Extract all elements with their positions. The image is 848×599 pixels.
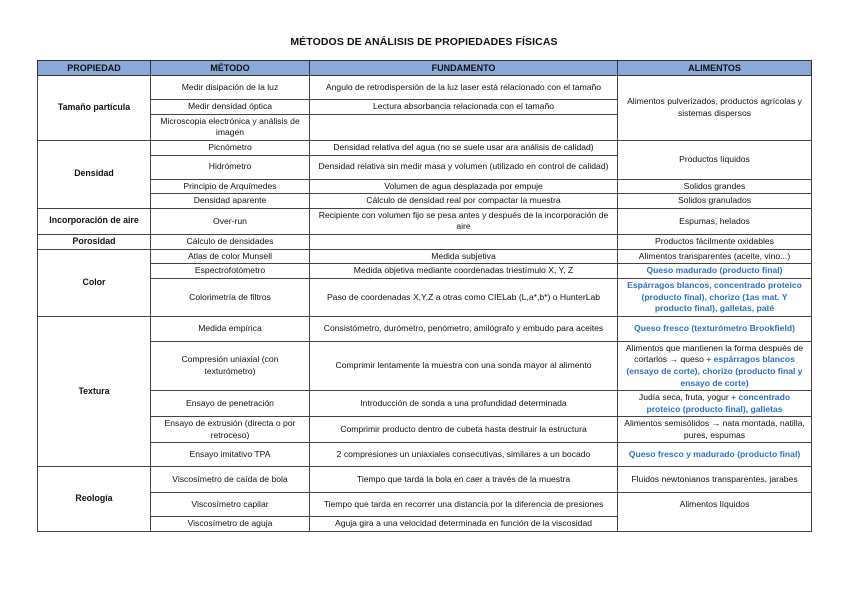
table-row — [38, 391, 812, 417]
table-row — [38, 278, 812, 316]
header-propiedad: PROPIEDAD — [38, 61, 151, 76]
table-row — [38, 443, 812, 467]
alimentos-cell: Alimentos semisólidos → nata montada, natilla, pures, espumas — [618, 417, 812, 443]
method-cell: Microscopia electrónica y análisis de imagen — [151, 114, 310, 140]
table-row — [38, 140, 812, 155]
method-cell: Medir disipación de la luz — [151, 76, 310, 100]
method-cell: Hidrómetro — [151, 155, 310, 179]
method-cell: Ensayo de extrusión (directa o por retroceso) — [151, 417, 310, 443]
fundamento-cell: Paso de coordenadas X,Y,Z a otras como CIELab (L,a*,b*) o HunterLab — [310, 278, 618, 316]
property-cell: Tamaño partícula — [38, 76, 151, 141]
fundamento-cell: Angulo de retrodispersión de la luz laser está relacionado con el tamaño — [310, 76, 618, 100]
alimentos-cell: Productos líquidos — [618, 140, 812, 179]
method-cell: Over-run — [151, 208, 310, 234]
property-cell: Densidad — [38, 140, 151, 208]
alimentos-cell: Alimentos líquidos — [618, 493, 812, 532]
page-title: MÉTODOS DE ANÁLISIS DE PROPIEDADES FÍSICAS — [290, 36, 558, 48]
property-cell: Color — [38, 249, 151, 316]
property-cell: Porosidad — [38, 234, 151, 249]
table-row — [38, 493, 812, 517]
table-row — [38, 179, 812, 194]
table-row — [38, 194, 812, 209]
fundamento-cell: Tiempo que tarda en recorrer una distancia por la diferencia de presiones — [310, 493, 618, 517]
method-cell: Ensayo imitativo TPA — [151, 443, 310, 467]
alimentos-cell: Queso fresco y madurado (producto final) — [618, 443, 812, 467]
fundamento-cell: Tiempo que tarda la bola en caer a través de la muestra — [310, 467, 618, 493]
header-metodo: MÉTODO — [151, 61, 310, 76]
table-row — [38, 249, 812, 264]
method-cell: Viscosímetro de aguja — [151, 517, 310, 532]
alimentos-text: Judía seca, fruta, yogur — [638, 392, 729, 403]
method-cell: Espectrofotómetro — [151, 264, 310, 279]
property-cell: Textura — [38, 316, 151, 467]
method-cell: Colorimetría de filtros — [151, 278, 310, 316]
fundamento-cell: Medida objetiva mediante coordenadas triestímulo X, Y, Z — [310, 264, 618, 279]
fundamento-cell: Densidad relativa del agua (no se suele usar ara análisis de calidad) — [310, 140, 618, 155]
table-row — [38, 467, 812, 493]
fundamento-cell: Lectura absorbancia relacionada con el tamaño — [310, 100, 618, 115]
table-row — [38, 417, 812, 443]
property-cell: Reología — [38, 467, 151, 532]
table-row — [38, 208, 812, 234]
fundamento-cell: Volumen de agua desplazada por empuje — [310, 179, 618, 194]
alimentos-cell: Productos fácilmente oxidables — [618, 234, 812, 249]
table-row — [38, 76, 812, 100]
method-cell: Densidad aparente — [151, 194, 310, 209]
fundamento-cell: Consistómetro, durómetro, penómetro, amilógrafo y embudo para aceites — [310, 316, 618, 341]
alimentos-cell: Fluidos newtonianos transparentes, jarabes — [618, 467, 812, 493]
method-cell: Atlas de color Munsell — [151, 249, 310, 264]
fundamento-cell: Introducción de sonda a una profundidad determinada — [310, 391, 618, 417]
method-cell: Compresión uniaxial (con texturómetro) — [151, 341, 310, 390]
alimentos-cell: Queso madurado (producto final) — [618, 264, 812, 279]
fundamento-cell: Comprimir producto dentro de cubeta hasta destruir la estructura — [310, 417, 618, 443]
method-cell: Principio de Arquímedes — [151, 179, 310, 194]
header-fundamento: FUNDAMENTO — [310, 61, 618, 76]
fundamento-cell: 2 compresiones un uniaxiales consecutivas, similares a un bocado — [310, 443, 618, 467]
alimentos-highlight: + espárragos blancos (ensayo de corte), chorizo (producto final y ensayo de corte) — [626, 354, 803, 388]
alimentos-text: Alimentos que mantienen la forma después de cortarlos → queso — [625, 342, 804, 365]
alimentos-cell: Espárragos blancos, concentrado proteico (producto final), chorizo (1as mat. Y producto final), galletas, paté — [618, 278, 812, 316]
alimentos-cell — [618, 391, 812, 417]
table-row — [38, 316, 812, 341]
method-cell: Medir densidad óptica — [151, 100, 310, 115]
fundamento-cell: Cálculo de densidad real por compactar la muestra — [310, 194, 618, 209]
fundamento-cell — [310, 114, 618, 140]
method-cell: Medida empírica — [151, 316, 310, 341]
fundamento-cell: Recipiente con volumen fijo se pesa antes y después de la incorporación de aire — [310, 208, 618, 234]
method-cell: Cálculo de densidades — [151, 234, 310, 249]
method-cell: Ensayo de penetración — [151, 391, 310, 417]
methods-table — [37, 60, 812, 532]
method-cell: Viscosímetro de caída de bola — [151, 467, 310, 493]
property-cell: Incorporación de aire — [38, 208, 151, 234]
alimentos-cell: Espumas, helados — [618, 208, 812, 234]
alimentos-cell — [618, 341, 812, 390]
alimentos-highlight: + concentrado proteico (producto final), galletas — [646, 392, 791, 414]
fundamento-cell: Densidad relativa sin medir masa y volumen (utilizado en control de calidad) — [310, 155, 618, 179]
table-row — [38, 341, 812, 390]
fundamento-cell: Medida subjetiva — [310, 249, 618, 264]
alimentos-cell: Queso fresco (texturómetro Brookfield) — [618, 316, 812, 341]
fundamento-cell: Comprimir lentamente la muestra con una sonda mayor al alimento — [310, 341, 618, 390]
alimentos-cell: Alimentos pulverizados, productos agrícolas y sistemas dispersos — [618, 76, 812, 141]
table-row — [38, 234, 812, 249]
alimentos-cell: Solidos granulados — [618, 194, 812, 209]
alimentos-cell: Solidos grandes — [618, 179, 812, 194]
table-row — [38, 264, 812, 279]
method-cell: Picnómetro — [151, 140, 310, 155]
fundamento-cell: Aguja gira a una velocidad determinada en función de la viscosidad — [310, 517, 618, 532]
method-cell: Viscosímetro capilar — [151, 493, 310, 517]
header-row — [38, 61, 812, 76]
alimentos-cell: Alimentos transparentes (aceite, vino...) — [618, 249, 812, 264]
header-alimentos: ALIMENTOS — [618, 61, 812, 76]
fundamento-cell — [310, 234, 618, 249]
